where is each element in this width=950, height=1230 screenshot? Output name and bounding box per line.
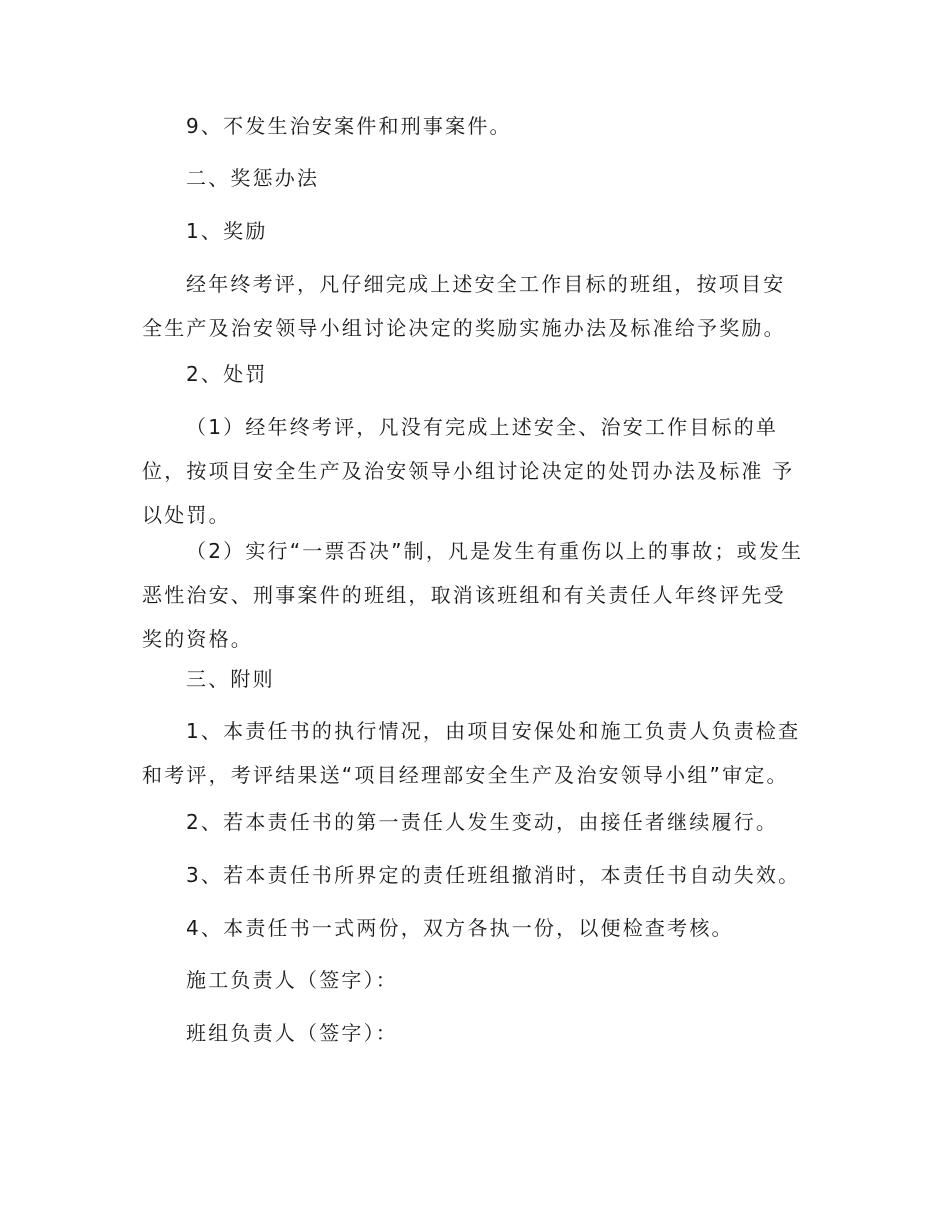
signature-team-lead: 班组负责人（签字）：: [186, 1021, 398, 1045]
subheading-penalty: 2、处罚: [186, 362, 268, 386]
appendix-item-4: 4、本责任书一式两份，双方各执一份，以便检查考核。: [186, 916, 734, 940]
section-heading-rewards-penalties: 二、奖惩办法: [186, 166, 320, 190]
signature-construction-lead: 施工负责人（签字）：: [186, 968, 398, 992]
appendix-item-1: 1、本责任书的执行情况，由项目安保处和施工负责人负责检查和考评，考评结果送“项目经理部安全生产及治安领导小组”审定。: [142, 719, 801, 787]
appendix-item-2: 2、若本责任书的第一责任人发生变动，由接任者继续履行。: [186, 810, 779, 834]
reward-paragraph: 经年终考评，凡仔细完成上述安全工作目标的班组，按项目安全生产及治安领导小组讨论决定的奖励实施办法及标准给予奖励。: [142, 272, 786, 340]
appendix-item-3: 3、若本责任书所界定的责任班组撤消时，本责任书自动失效。: [186, 863, 801, 887]
section-heading-appendix: 三、附则: [186, 667, 275, 691]
penalty-clause-2: （2）实行“一票否决”制，凡是发生有重伤以上的事故；或发生恶性治安、刑事案件的班组，取消该班组和有关责任人年终评先受奖的资格。: [142, 539, 804, 651]
penalty-clause-1: （1）经年终考评，凡没有完成上述安全、治安工作目标的单位，按项目安全生产及治安领导小组讨论决定的处罚办法及标准 予以处罚。: [142, 415, 795, 527]
subheading-reward: 1、奖励: [186, 219, 268, 243]
item-9-no-security-cases: 9、不发生治安案件和刑事案件。: [186, 114, 512, 138]
